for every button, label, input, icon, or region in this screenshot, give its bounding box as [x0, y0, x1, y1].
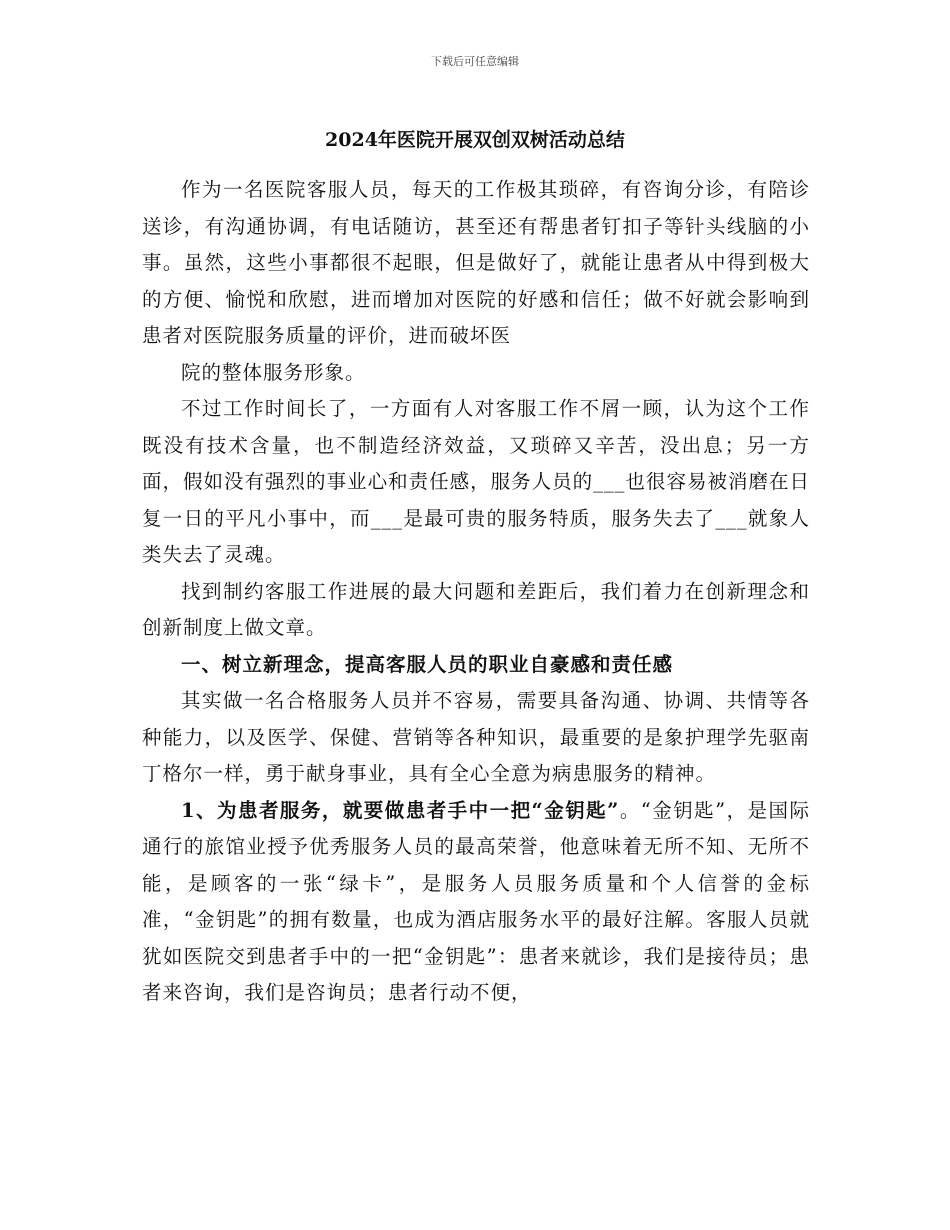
document-title: 2024年医院开展双创双树活动总结 [325, 129, 625, 151]
paragraph: 不过工作时间长了，一方面有人对客服工作不屑一顾，认为这个工作既没有技术含量，也不制造经济效益，又琐碎又辛苦，没出息；另一方面，假如没有强烈的事业心和责任感，服务人员的___也很容易被消磨在日复一日的平凡小事中，而___是最可贵的服务特质，服务失去了___就象人类失去了灵魂。 [142, 397, 810, 566]
paragraph: 作为一名医院客服人员，每天的工作极其琐碎，有咨询分诊，有陪诊送诊，有沟通协调，有电话随访，甚至还有帮患者钉扣子等针头线脑的小事。虽然，这些小事都很不起眼，但是做好了，就能让患者从中得到极大的方便、愉悦和欣慰，进而增加对医院的好感和信任；做不好就会影响到患者对医院服务质量的评价，进而破坏医 [142, 178, 810, 347]
paragraph: 找到制约客服工作进展的最大问题和差距后，我们着力在创新理念和创新制度上做文章。 [142, 579, 810, 639]
document-body [142, 172, 810, 1012]
section-heading: 一、树立新理念，提高客服人员的职业自豪感和责任感 [181, 652, 674, 676]
paragraph: 院的整体服务形象。 [181, 360, 366, 384]
header-note: 下载后可任意编辑 [431, 55, 519, 68]
paragraph-lead-bold: 1、为患者服务，就要做患者手中一把“金钥匙” [181, 798, 620, 822]
paragraph-rest: 。“金钥匙”，是国际通行的旅馆业授予优秀服务人员的最高荣誉，他意味着无所不知、无所不能，是顾客的一张“绿卡”，是服务人员服务质量和个人信誉的金标准，“金钥匙”的拥有数量，也成为酒店服务水平的最好注解。客服人员就犹如医院交到患者手中的一把“金钥匙”：患者来就诊，我们是接待员；患者来咨询，我们是咨询员；患者行动不便， [142, 798, 810, 1004]
paragraph: 其实做一名合格服务人员并不容易，需要具备沟通、协调、共情等各种能力，以及医学、保健、营销等各种知识，最重要的是象护理学先驱南丁格尔一样，勇于献身事业，具有全心全意为病患服务的精神。 [142, 689, 810, 785]
paragraph [142, 793, 810, 1012]
